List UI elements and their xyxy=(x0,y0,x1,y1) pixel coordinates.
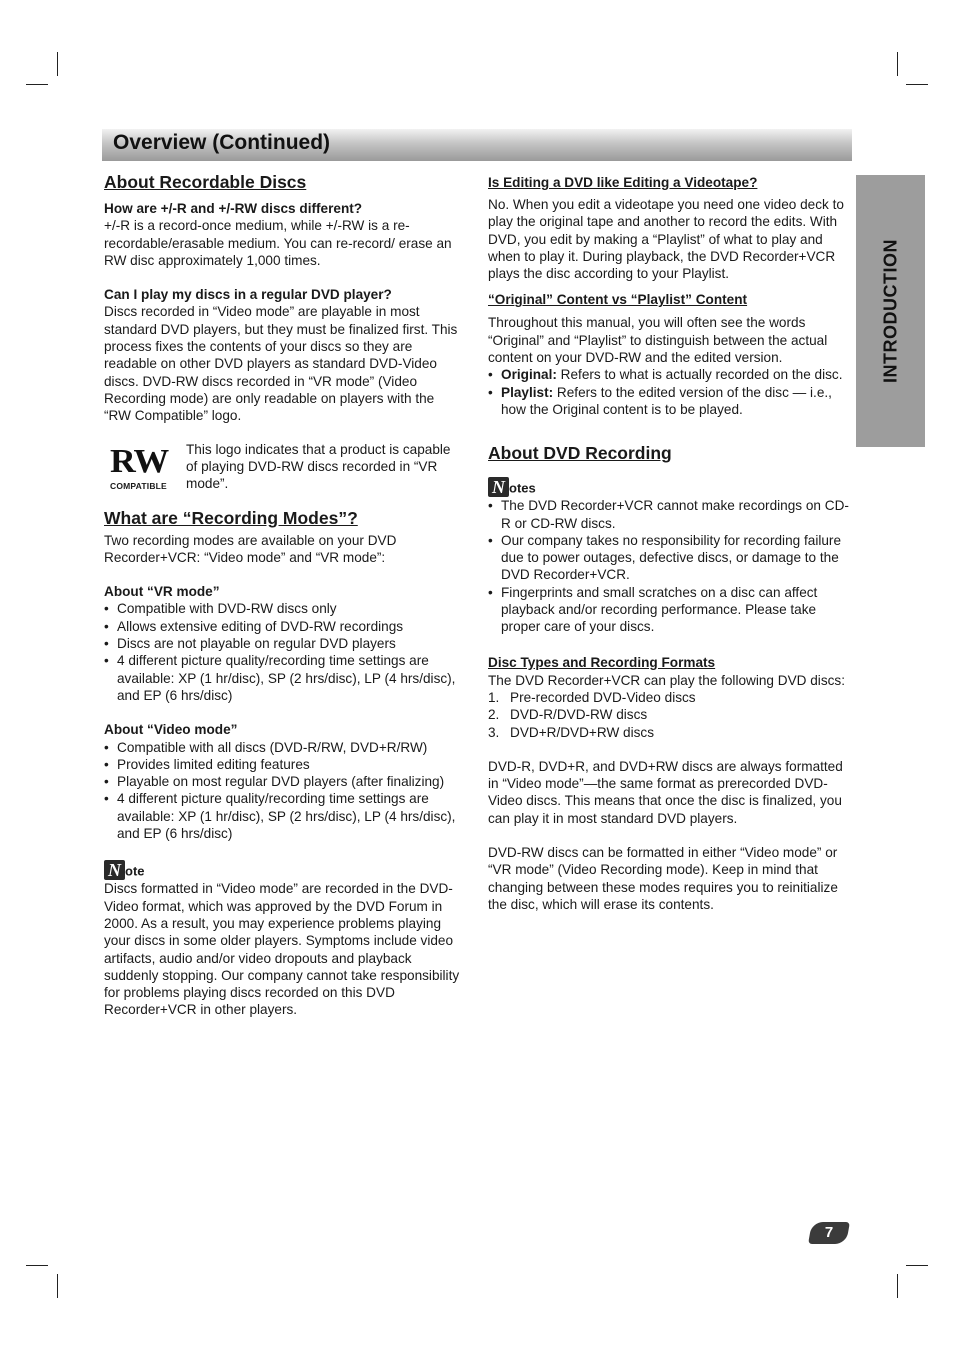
list-text: DVD-R/DVD-RW discs xyxy=(510,707,648,723)
crop-mark xyxy=(26,84,48,85)
page-title: Overview (Continued) xyxy=(113,131,331,154)
list-item: • Fingerprints and small scratches on a disc can affect playback and/or recording performance. Please take proper care of your discs. xyxy=(488,584,850,636)
editing-text: No. When you edit a videotape you need one video deck to play the original tape and another to record the edits. With DVD, you edit by making a “Playlist” of what to play and when to play it. During playback, the DVD Recorder+VCR plays the disc according to your Playlist. xyxy=(488,197,844,282)
list-item: • Compatible with DVD-RW discs only xyxy=(104,600,460,617)
list-item xyxy=(488,689,850,706)
recording-notes-list xyxy=(488,497,850,635)
vr-mode-list xyxy=(104,600,460,704)
note-text: Discs formatted in “Video mode” are recorded in the DVD-Video format, which was approved by the DVD Forum in 2000. As a result, you may experience problems playing your discs in some older players. Symptoms include video artifacts, audio and/or video dropouts and playback suddenly stopping. Our company cannot take responsibility for problems playing discs recorded on this DVD Recorder+VCR in other players. xyxy=(104,881,460,1018)
original-heading: “Original” Content vs “Playlist” Content xyxy=(488,292,748,308)
recording-heading: About DVD Recording xyxy=(488,443,672,464)
rw-logo-mark: RW xyxy=(110,442,169,480)
list-item: • 4 different picture quality/recording time settings are available: XP (1 hr/disc), SP (2 hrs/disc), LP (4 hrs/disc), and EP (6 hrs/disc) xyxy=(104,652,460,704)
list-item: • Our company takes no responsibility for recording failure due to power outages, defective discs, or damage to the DVD Recorder+VCR. xyxy=(488,532,850,584)
notes-label: otes xyxy=(509,480,536,496)
notes-header xyxy=(488,477,850,497)
term-playlist: Playlist: xyxy=(501,384,554,400)
video-mode-list xyxy=(104,739,460,843)
list-item xyxy=(488,384,850,419)
term-playlist-desc: Refers to the edited version of the disc — i.e., how the Original content is to be played. xyxy=(501,384,832,417)
list-text: DVD+R/DVD+RW discs xyxy=(510,724,655,740)
list-item: • Allows extensive editing of DVD-RW recordings xyxy=(104,618,460,635)
vr-mode-heading: About “VR mode” xyxy=(104,584,220,600)
original-text: Throughout this manual, you will often see the words “Original” and “Playlist” to distinguish between the actual content on your DVD-RW and the edited version. xyxy=(488,315,828,366)
note-header xyxy=(104,860,460,880)
list-item xyxy=(488,366,850,383)
rw-logo-row xyxy=(104,441,460,493)
formats-para2: DVD-RW discs can be formatted in either “Video mode” or “VR mode” (Video Recording mode). Keep in mind that changing between these modes requires you to reinitialize the disc, which will erase its contents. xyxy=(488,845,838,912)
recordable-a1: +/-R is a record-once medium, while +/-RW is a re-recordable/erasable medium. You can re-record/ erase an RW disc approximately 1,000 times. xyxy=(104,218,452,268)
right-column xyxy=(488,171,850,913)
crop-mark xyxy=(897,52,898,76)
section-side-tab xyxy=(856,175,925,447)
list-item: • The DVD Recorder+VCR cannot make recordings on CD-R or CD-RW discs. xyxy=(488,497,850,532)
notes-icon: N xyxy=(488,477,509,497)
list-item: • Playable on most regular DVD players (after finalizing) xyxy=(104,773,460,790)
note-label: ote xyxy=(125,864,145,880)
crop-mark xyxy=(906,84,928,85)
note-icon: N xyxy=(104,860,125,880)
side-tab-label: INTRODUCTION xyxy=(880,239,900,383)
crop-mark xyxy=(897,1274,898,1298)
rw-logo-subtext: COMPATIBLE xyxy=(110,480,167,491)
rw-compatible-logo xyxy=(104,441,186,493)
recordable-q2: Can I play my discs in a regular DVD player? xyxy=(104,287,392,303)
modes-heading: What are “Recording Modes”? xyxy=(104,507,358,528)
crop-mark xyxy=(57,1274,58,1298)
formats-heading: Disc Types and Recording Formats xyxy=(488,654,716,670)
term-original: Original: xyxy=(501,367,557,383)
recordable-heading: About Recordable Discs xyxy=(104,172,307,192)
title-banner xyxy=(102,129,852,161)
list-number: 3. xyxy=(488,724,500,740)
formats-intro: The DVD Recorder+VCR can play the following DVD discs: xyxy=(488,672,845,688)
formats-para1: DVD-R, DVD+R, and DVD+RW discs are always formatted in “Video mode”—the same format as prerecorded DVD-Video discs. This means that once the disc is finalized, you can play it in most standard DVD players. xyxy=(488,758,843,826)
list-number: 1. xyxy=(488,689,500,705)
rw-logo-description: This logo indicates that a product is capable of playing DVD-RW discs recorded in “VR mode”. xyxy=(186,441,451,492)
recordable-q1: How are +/-R and +/-RW discs different? xyxy=(104,201,363,216)
modes-intro: Two recording modes are available on your DVD Recorder+VCR: “Video mode” and “VR mode”: xyxy=(104,532,397,565)
left-column xyxy=(104,171,460,1019)
crop-mark xyxy=(26,1265,48,1266)
page-number: 7 xyxy=(824,1224,834,1241)
page-number-badge xyxy=(808,1222,850,1244)
list-number: 2. xyxy=(488,707,500,723)
list-item: • Provides limited editing features xyxy=(104,756,460,773)
formats-list xyxy=(488,689,850,741)
original-list xyxy=(488,366,850,418)
list-item: • Discs are not playable on regular DVD players xyxy=(104,635,460,652)
list-item: • 4 different picture quality/recording time settings are available: XP (1 hr/disc), SP (2 hrs/disc), LP (4 hrs/disc), and EP (6 hrs/disc) xyxy=(104,790,460,842)
list-item xyxy=(488,706,850,723)
term-original-desc: Refers to what is actually recorded on the disc. xyxy=(556,367,843,383)
crop-mark xyxy=(57,52,58,76)
recordable-a2: Discs recorded in “Video mode” are playable in most standard DVD players, but they must be finalized first. This process fixes the contents of your discs so they are readable on other DVD players as standard DVD-Video discs. DVD-RW discs recorded in “VR mode” (Video Recording mode) are only readable on players with the “RW Compatible” logo. xyxy=(104,304,458,424)
video-mode-heading: About “Video mode” xyxy=(104,722,238,738)
crop-mark xyxy=(906,1265,928,1266)
list-item: • Compatible with all discs (DVD-R/RW, DVD+R/RW) xyxy=(104,739,460,756)
list-item xyxy=(488,724,850,741)
editing-heading: Is Editing a DVD like Editing a Videotape? xyxy=(488,175,758,190)
list-text: Pre-recorded DVD-Video discs xyxy=(510,689,696,705)
